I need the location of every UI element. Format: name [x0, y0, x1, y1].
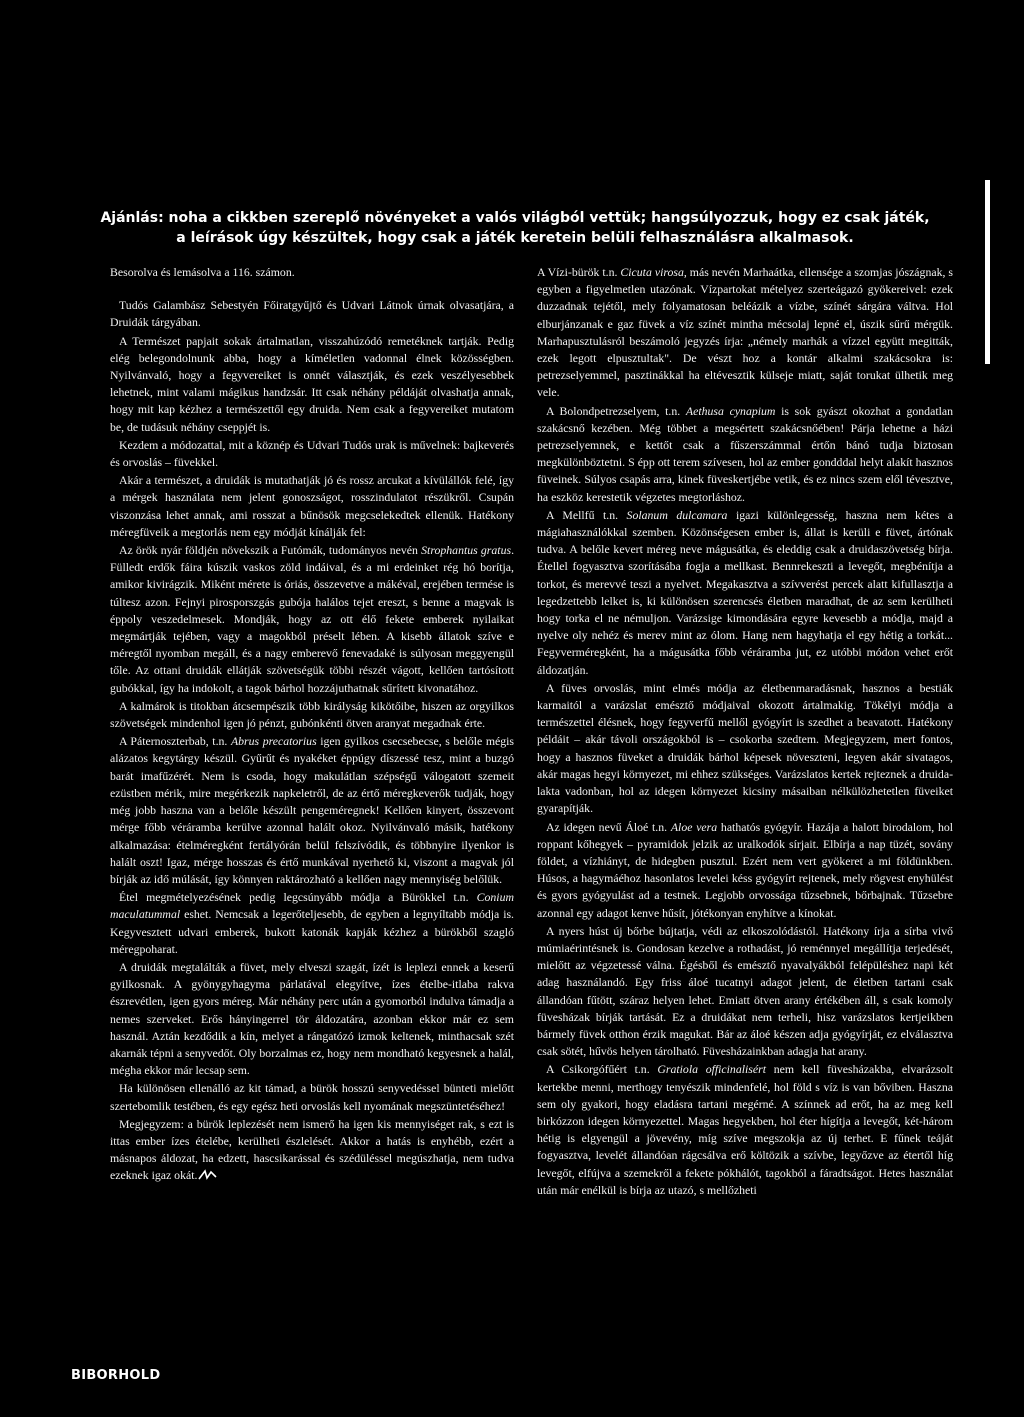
right-column	[537, 264, 953, 1200]
margin-bar	[985, 180, 990, 364]
gratiola-paragraph: A Csikorgófűért t.n. Gratiola officinalisért nem kell füvesházakba, elvarázsolt kertekbe menni, merthogy tenyészik mindenfelé, hol föld s víz is van bőviben. Haszna sem oly gyakori, hogy eladásra tartani megérné. A színnek ad erőt, ha az meg kell birkózzon idegen környezettel. Magas hegyekben, hol éter hígítja a levegőt, két-három hétig is elgyengül a jövevény, míg szíve megszokja az új terhet. E fűnek teáját fogyasztva, levelét állandóan rágcsálva erő költözik a szívbe, legyőzve az étertől híg levegőt, elfújva a szemekről a fekete pókhálót, tagokból a fáradtságot. Hetes használat után már enélkül is bírja az utazó, s mellőzheti	[537, 1062, 954, 1197]
nature-paragraph: Akár a természet, a druidák is mutathatják jó és rossz arcukat a kívülállók felé, így a mérgek használata nem jelent gonoszságot, rosszindulatot részükről. Csupán viszonzása lehet annak, ami rosszat a bűnösök megcselekedtek ellenük. Hatékony méregfüveik a megtorlás nem egy módját kínálják fel:	[110, 473, 514, 539]
aloe-use-paragraph: A nyers húst új bőrbe bújtatja, védi az elkoszolódástól. Hatékony írja a sírba vivő múmiaérintésnek is. Gondosan kezelve a rothadást, jó reménnyel megállítja terjedését, mielőtt az végzetessé válna. Égésből és emésztő nyavalyákból felépüléshez napi két adag használandó. Egy friss áloé tucatnyi adagot jelent, de életben tartani csak állandóan fűtött, száraz helyen lehet. Emiatt ötven arany értékében áll, s csak komoly füvesházak bírják tartását. Ez a druidákat nem terheli, hisz varázslatos kertjeikben bármely füvek otthon érzik magukat. Bár az áloé készen adja gyógyírját, ez elválasztva csak sötét, hűvös helyen tárolható. Füvesházainkban adagja hat arany.	[537, 923, 953, 1059]
conium-paragraph: Étel megmételyezésének pedig legcsúnyább módja a Bürökkel t.n. Conium maculatummal eshet. Nemcsak a legerőteljesebb, de egyben a legnyíltabb módja is. Kegyvesztett udvari emberek, bukott katonák kapják kézhez a bürökből szagló méregpoharat.	[110, 890, 515, 956]
magazine-footer: BIBORHOLD	[71, 1368, 161, 1383]
signature-mark-icon	[197, 1169, 219, 1181]
healing-paragraph: A füves orvoslás, mint elmés módja az életbenmaradásnak, hasznos a bestiák karmaitól a varázslat emésztő módjaival okozott ártalmakig. Tökélyi módja a természettel élésnek, hogy fegyverfű mellől gyógyírt is szedhet a beavatott. Hatékony példáit – akár távoli országokból is – csokorba szedtem. Megjegyzem, mert fontos, hogy a hasznos füveket a druidák bárhol képesek növeszteni, legyen akár sivatagos, akár magas hegyi környezet, mi ehhez szükséges. Varázslatos kertek rejteznek a druida-lakta vadonban, hol az idegen környezet kicsiny másaiban nélkülözhetetlen füveiket gyarapítják.	[537, 680, 953, 816]
aloe-paragraph: Az idegen nevű Áloé t.n. Aloe vera hathatós gyógyír. Hazája a halott birodalom, hol roppant kőhegyek – pyramidok jelzik az uralkodók sírjait. Elbírja a nap tüzét, sovány földet, a vízhiányt, de hidegben pusztul. Ezért nem vert gyökeret a mi földünkben. Húsos, a hagymáéhoz hasonlatos levelei késs gyógyírt rejtenek, mely rögvest enyhülést és gyors gyógyulást ad a testnek. Legjobb orvossága tűzsebnek, bőrbajnak. Tűzsebre azonnal egy adagot kenve hűsít, jótékonyan enyhítve a kínokat.	[537, 819, 954, 920]
catalog-note: Besorolva és lemásolva a 116. számon.	[110, 265, 295, 279]
left-column	[110, 264, 514, 1186]
address-paragraph: Tudós Galambász Sebestyén Főiratgyűjtő és Udvari Látnok úrnak olvasatjára, a Druidák tárgyában.	[110, 298, 514, 330]
strophantus-paragraph: Az örök nyár földjén növekszik a Futómák, tudományos nevén Strophantus gratus. Fülledt erdők fáira kúszik vaskos zöld indáival, és a mi erdeinket rég hó borítja, amikor kivirágzik. Miként mérete is óriás, összevetve a mákéval, erejében termése is túltesz azon. Fejnyi pirosporszgás gubója halálos tejet ereszt, s benne a magvak is éppoly veszedelmesek. Mondják, hogy az ott élő fekete emberek nyilaikat megmártják tejében, vagy a magokból préselt lében. A kisebb állatok szíve e méregtől nyomban megáll, és a nagy emberevő fenevadaké is súlyosan meggyengül tőle. Az ottani druidák ellátják szövetségük többi részét vágott, kellően tartósított gubókkal, így ha indokolt, a tagok bárhol hozzájuthatnak sűrített kivonatához.	[110, 543, 515, 695]
aethusa-paragraph: A Bolondpetrezselyem, t.n. Aethusa cynapium is sok gyászt okozhat a gondatlan szakácsnő kezében. Még többet a megsértett szakácsnőében! Párja lehetne a házi petrezselyemnek, e kettőt csak a fűszerszámmal értőn bánó tudja biztosan megkülönböztetni. S épp ott terem szívesen, hol az ember gondddal helyt alakít hasznos füveinek. Súlyos csapás arra, kinek füveskertjébe vetik, és ez nincs szem elől tévesztve, ha eszköz kerestetik végzetes megtorláshoz.	[537, 403, 954, 504]
solanum-paragraph: A Mellfű t.n. Solanum dulcamara igazi különlegesség, haszna nem kétes a mágiahasználókkal szemben. Közönségesen ember is, állat is kerüli e füvet, ártónak tudva. A belőle kevert méreg neve mágusátka, és eleddig csak a druidaszövetség bírja. Étellel fogyasztva szorításába fogja a mellkast. Bennrekeszti a levegőt, megbénítja a torkot, és merevvé teszi a nyelvet. Megakasztva a szívverést percek alatt kifullasztja a legedzettebb lelket is, ki különösen szerencsés életben maradhat, de az sem kerülheti hogy torka el ne némuljon. Varázsige kimondására egyre kevesebb a módja, majd a nyelve oly nehéz és merev mint az ólom. Hang nem hagyhatja el egy hétig a torkát... Fegyverméregként, ha a mágusátka főbb véráramba jut, ez utóbbi módon vehet erőt áldozatján.	[537, 507, 954, 677]
cicuta-paragraph: A Vízi-bürök t.n. Cicuta virosa, más nevén Marhaátka, ellensége a szomjas jószágnak, s egyben a figyelmetlen utazónak. Vízpartokat mételyez szerteágazó gyökereivel: ezek duzzadnak tejétől, mely folyamatosan beléázik a vízbe, színét sárgára váltva. Hol elburjánzanak e gaz füvek a víz színét mintha mécsolaj lepné el, úszik sűrű mérgük. Marhapusztulásról beszámoló jegyzés írja: „némely marhák a vízzel együtt megitták, ezek legott elpusztultak". De vészt hoz a kontár alkalmi szakácsokra is: petrezselyemmel, pasztinákkal ha eltévesztik külseje miatt, saját torukat ülhetik meg vele.	[537, 265, 953, 400]
resistance-paragraph: Ha különösen ellenálló az kit támad, a bürök hosszú senyvedéssel bünteti mielőtt szertebomlik testében, és egy egész heti orvoslás kell nyomának megszüntetéséhez!	[110, 1081, 514, 1113]
druids-herb-paragraph: A druidák megtalálták a füvet, mely elveszi szagát, ízét is leplezi ennek a keserű gyilkosnak. A gyönygyhagyma párlatával elegyítve, ízes ételbe-itlaba rakva észrevétlen, igen gyors méreg. Már néhány perc után a gyomorból indulva támadja a nemes szerveket. Erős hányingerrel tör áldozatára, azonban ekkor már ez sem használ. Aztán kezdődik a kín, melyet a rángatózó izmok keltenek, minthacsak szét akarnák tépni a senyvedőt. Oly borzalmas ez, hogy nem mondható kegyesnek a halál, mégha ekkor már lecsap sem.	[110, 959, 514, 1078]
heading-line-1: Ajánlás: noha a cikkben szereplő növényeket a valós világból vettük; hangsúlyozzuk, hogy ez csak játék,	[100, 210, 930, 226]
intro-paragraph: A Természet papjait sokak ártalmatlan, visszahúzódó remetéknek tartják. Pedig elég belegondolnunk abba, hogy a kíméletlen vadonnal élnek közösségben. Nyilvánvaló, hogy a fegyvereiket is onnét választják, és ezek veszélyesebbek lehetnek, mint valami mágikus handzsár. Itt csak néhány példáját olvashatja annak, hogy mit kap kézhez a természettől egy druida. Nem csak a fegyvereiket mutatom be, de tudásuk néhány cseppjét is.	[110, 333, 514, 434]
note-paragraph: Megjegyzem: a bürök leplezését nem ismerő ha igen kis mennyiséget rak, s ezt is ittas ember ízes ételébe, kerülheti észlelését. Akkor a hatás is enyhébb, ezért a másnapos áldozat, ha edzett, hascsikarással és szédüléssel megúszhatja, nem tudva ezeknek igaz okát.	[110, 1116, 514, 1183]
merchants-paragraph: A kalmárok is titokban átcsempészik több királyság kikötőibe, hiszen az orgyilkos szövetségek mindenhol igen jó pénzt, gubónkénti ötven aranyat megadnak érte.	[110, 698, 514, 731]
abrus-paragraph: A Páternoszterbab, t.n. Abrus precatorius igen gyilkos csecsebecse, s belőle mégis alázatos kegytárgy készül. Gyűrűt és nyakéket éppúgy díszessé tesz, mint a buzgó barát imafűzérét. Nem is csoda, hogy makulátlan szépségű válogatott szemeit ezüstben mérik, mire megérkezik napkeletről, de az értő méregkeverők tudják, hogy még jobb haszna van a belőle készült pengeméregnek! Kellően kinyert, összevont mérge főbb véráramba kerülve azonnal halált okoz. Nyilvánvaló másik, hatékony alkalmazása: ételméregként fertályórán belül felszívódik, és többnyire ilyenkor is halált oszt! Igaz, mérge hosszas és értő munkával nyerhető ki, viszont a magvak jól bírják az idő múlását, így könnyen raktározható a kellően nagy mennyiség belőlük.	[110, 734, 515, 886]
method-paragraph: Kezdem a módozattal, mit a köznép és Udvari Tudós urak is művelnek: bajkeverés és orvoslás – füvekkel.	[110, 437, 514, 470]
heading-line-2: a leírások úgy készültek, hogy csak a játék keretein belüli felhasználásra alkalmasok.	[176, 230, 854, 246]
recommendation-heading	[60, 208, 970, 248]
